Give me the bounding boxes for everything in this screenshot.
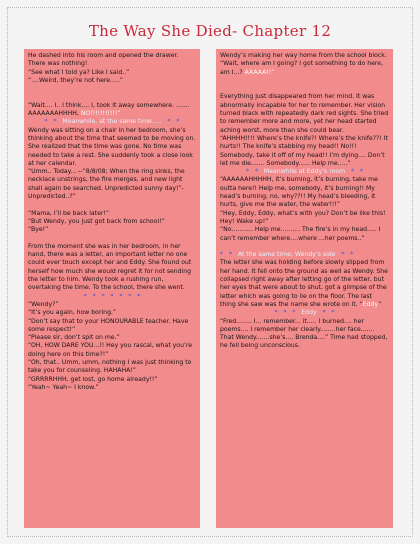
paragraph: [220, 176, 389, 209]
paragraph-text: “Oh, that.. Umm, umm, nothing I was just thinking to take you for counseling. HAHAHA!”: [28, 358, 194, 375]
paragraph: [28, 102, 196, 119]
paragraph-text: “It’s you again, how boring.”: [28, 309, 117, 317]
separator-label: Eddy: [301, 309, 317, 317]
separator-label: Meanwhile at Eddy’s room: [263, 168, 346, 176]
paragraph: [220, 318, 389, 351]
blank-line: [220, 85, 389, 93]
paragraph-text: “No........... Help me.......... The fire’s in my head..... I can’t remember where....where ...her poems..”: [220, 226, 383, 242]
paragraph: [220, 210, 389, 227]
separator-label: Meanwhile, at the same time.....: [62, 118, 162, 126]
scene-separator: [220, 168, 389, 176]
paragraph: [28, 168, 196, 201]
chapter-title: The Way She Died- Chapter 12: [88, 22, 332, 40]
separator-label: At the same time; Wendy’s side: [237, 251, 336, 259]
paragraph: [28, 342, 196, 359]
paragraph-text: “AHHHH!!!! Where’s the knife?! Where’s the knife??! It hurts!! The knife’s stabbing my head!! No!!! Somebody, take it off of my head!! I’m dying.... Don’t let me die....... Somebody...... Help me.....”: [220, 134, 390, 167]
paragraph-text: “Wendy?”: [28, 300, 59, 308]
paragraph: [28, 52, 196, 69]
paragraph-text: “Wait.... I.. I think.... I, took it away somewhere. ....... AAAAAAAHHHH,: [28, 101, 192, 118]
paragraph: [220, 226, 389, 243]
highlight-text: NO!!!!!!!!!!!”: [80, 110, 121, 118]
paragraph: [220, 135, 389, 168]
separator-stars: * *: [161, 118, 180, 126]
paragraph-text: “Don’t say that to your HONOURABLE teacher. Have some respect!”: [28, 317, 191, 333]
paragraph-text: “See what I told ya? Like I said..”: [28, 68, 130, 76]
paragraph-text: “Umm.. Today... --”8/8/08; When the ring sinks, the necklace unstrings, the fire merges, and new light shall again be searched. Unpredicted sunny day!”- Unpredicted..?”: [28, 168, 187, 201]
scene-separator: [28, 293, 196, 301]
paragraph-text: “OH, HOW DARE YOU...!! Hey you rascal, what you’re doing here on this time?!”: [28, 342, 195, 358]
paragraph: [28, 226, 196, 234]
paragraph-text: ”: [378, 300, 382, 308]
paragraph-text: Wendy’s making her way home from the school block.: [220, 52, 387, 59]
paragraph-text: “But Wendy, you just got back from school!”: [28, 217, 165, 225]
separator-stars: * *: [220, 251, 238, 259]
paragraph-text: “Mama, I’ll be back later!”: [28, 209, 110, 217]
separator-stars: * * *: [274, 309, 302, 317]
left-column: [24, 49, 200, 528]
highlight-text: AAAAA!!”: [244, 68, 275, 76]
paragraph-text: The letter she was holding before slowly slipped from her hand. It fell onto the ground as well as Wendy. She collapsed right away after letting go of the letter, but her eyes that were about to shut, got a glimpse of the letter which was going to lie on the floor. The last thing she saw was the name she wrote on it. “: [220, 259, 390, 308]
blank-line: [220, 243, 389, 251]
paragraph: [220, 60, 389, 77]
paragraph-text: “Please sir, don’t spit on me.”: [28, 334, 120, 342]
paragraph: [220, 93, 389, 134]
blank-line: [28, 93, 196, 101]
paragraph: [220, 52, 389, 60]
separator-stars: * *: [316, 309, 335, 317]
paragraph-text: He dashed into his room and opened the drawer. There was nothing!: [28, 52, 181, 68]
paragraph: [28, 69, 196, 77]
blank-line: [28, 201, 196, 209]
paragraph: [220, 259, 389, 309]
paragraph-text: “Hey, Eddy, Eddy, what’s with you? Don’t be like this! Hey! Wake up!”: [220, 209, 388, 225]
paragraph: [28, 243, 196, 293]
paragraph: [28, 301, 196, 309]
separator-stars: * * * * * * *: [83, 292, 141, 300]
paragraph-text: “AAAAAAHHHHH, it’s burning, it’s burning, take me outta here!! Help me, somebody, it’s burning!! My head’s burning, no, why??!! My head’s bleeding, it hurts, give me the water, the water!!!”: [220, 176, 380, 209]
paragraph: [28, 318, 196, 335]
paragraph: [28, 127, 196, 168]
paragraph: [28, 309, 196, 317]
paragraph: [28, 376, 196, 384]
blank-line: [28, 235, 196, 243]
scene-separator: [220, 309, 389, 317]
separator-stars: * *: [345, 168, 363, 176]
paragraph-text: From the moment she was in her bedroom, in her hand, there was a letter, an important letter no one could ever touch except her and Eddy. She found out herself how much she would regret it for not sending the letter to him. Wendy took a rushing run, overtaking the time. To the school, there she went.: [28, 242, 194, 292]
separator-stars: * *: [44, 118, 63, 126]
paragraph-text: Wendy was sitting on a chair in her bedroom, she’s thinking about the time that seemed to be moving on. She realized that the time was gone. No time was needed to take a rest. She suddenly took a close look at her calendar.: [28, 126, 198, 167]
right-column: [216, 49, 393, 528]
paragraph: [28, 218, 196, 226]
paragraph: [28, 334, 196, 342]
blank-line: [28, 85, 196, 93]
paragraph-text: “GRRRRHHH, get lost, go home already!!”: [28, 375, 158, 383]
highlight-text: Eddy: [362, 300, 379, 308]
blank-line: [220, 77, 389, 85]
paragraph-text: “....Weird, they’re not here.....”: [28, 76, 123, 84]
paragraph-text: “Wait, where am I going? I got something to do here, am I...?: [220, 60, 385, 76]
separator-stars: * *: [335, 251, 354, 259]
scene-separator: [28, 118, 196, 126]
paragraph: [28, 384, 196, 392]
paragraph-text: “Yeah~ Yeah~ I know.”: [28, 383, 99, 391]
paragraph: [28, 77, 196, 85]
paragraph: [28, 210, 196, 218]
scene-separator: [220, 251, 389, 259]
paragraph: [28, 359, 196, 376]
paragraph-text: “Bye!”: [28, 226, 49, 234]
separator-stars: * *: [246, 168, 264, 176]
paragraph-text: “Fred........ I... remember... it..... I burned.... her poems.... I remember her clearly........her face....... That Wendy.......she’s.... Brenda....” Time had stopped, he fell being unconscious.: [220, 317, 390, 350]
paragraph-text: Everything just disappeared from her mind. It was abnormally incapable for her to remember. Her vision turned black with repeatedly dark red sights. She tried to remember more and more, yet her head started aching worst, more than she could bear.: [220, 93, 391, 134]
